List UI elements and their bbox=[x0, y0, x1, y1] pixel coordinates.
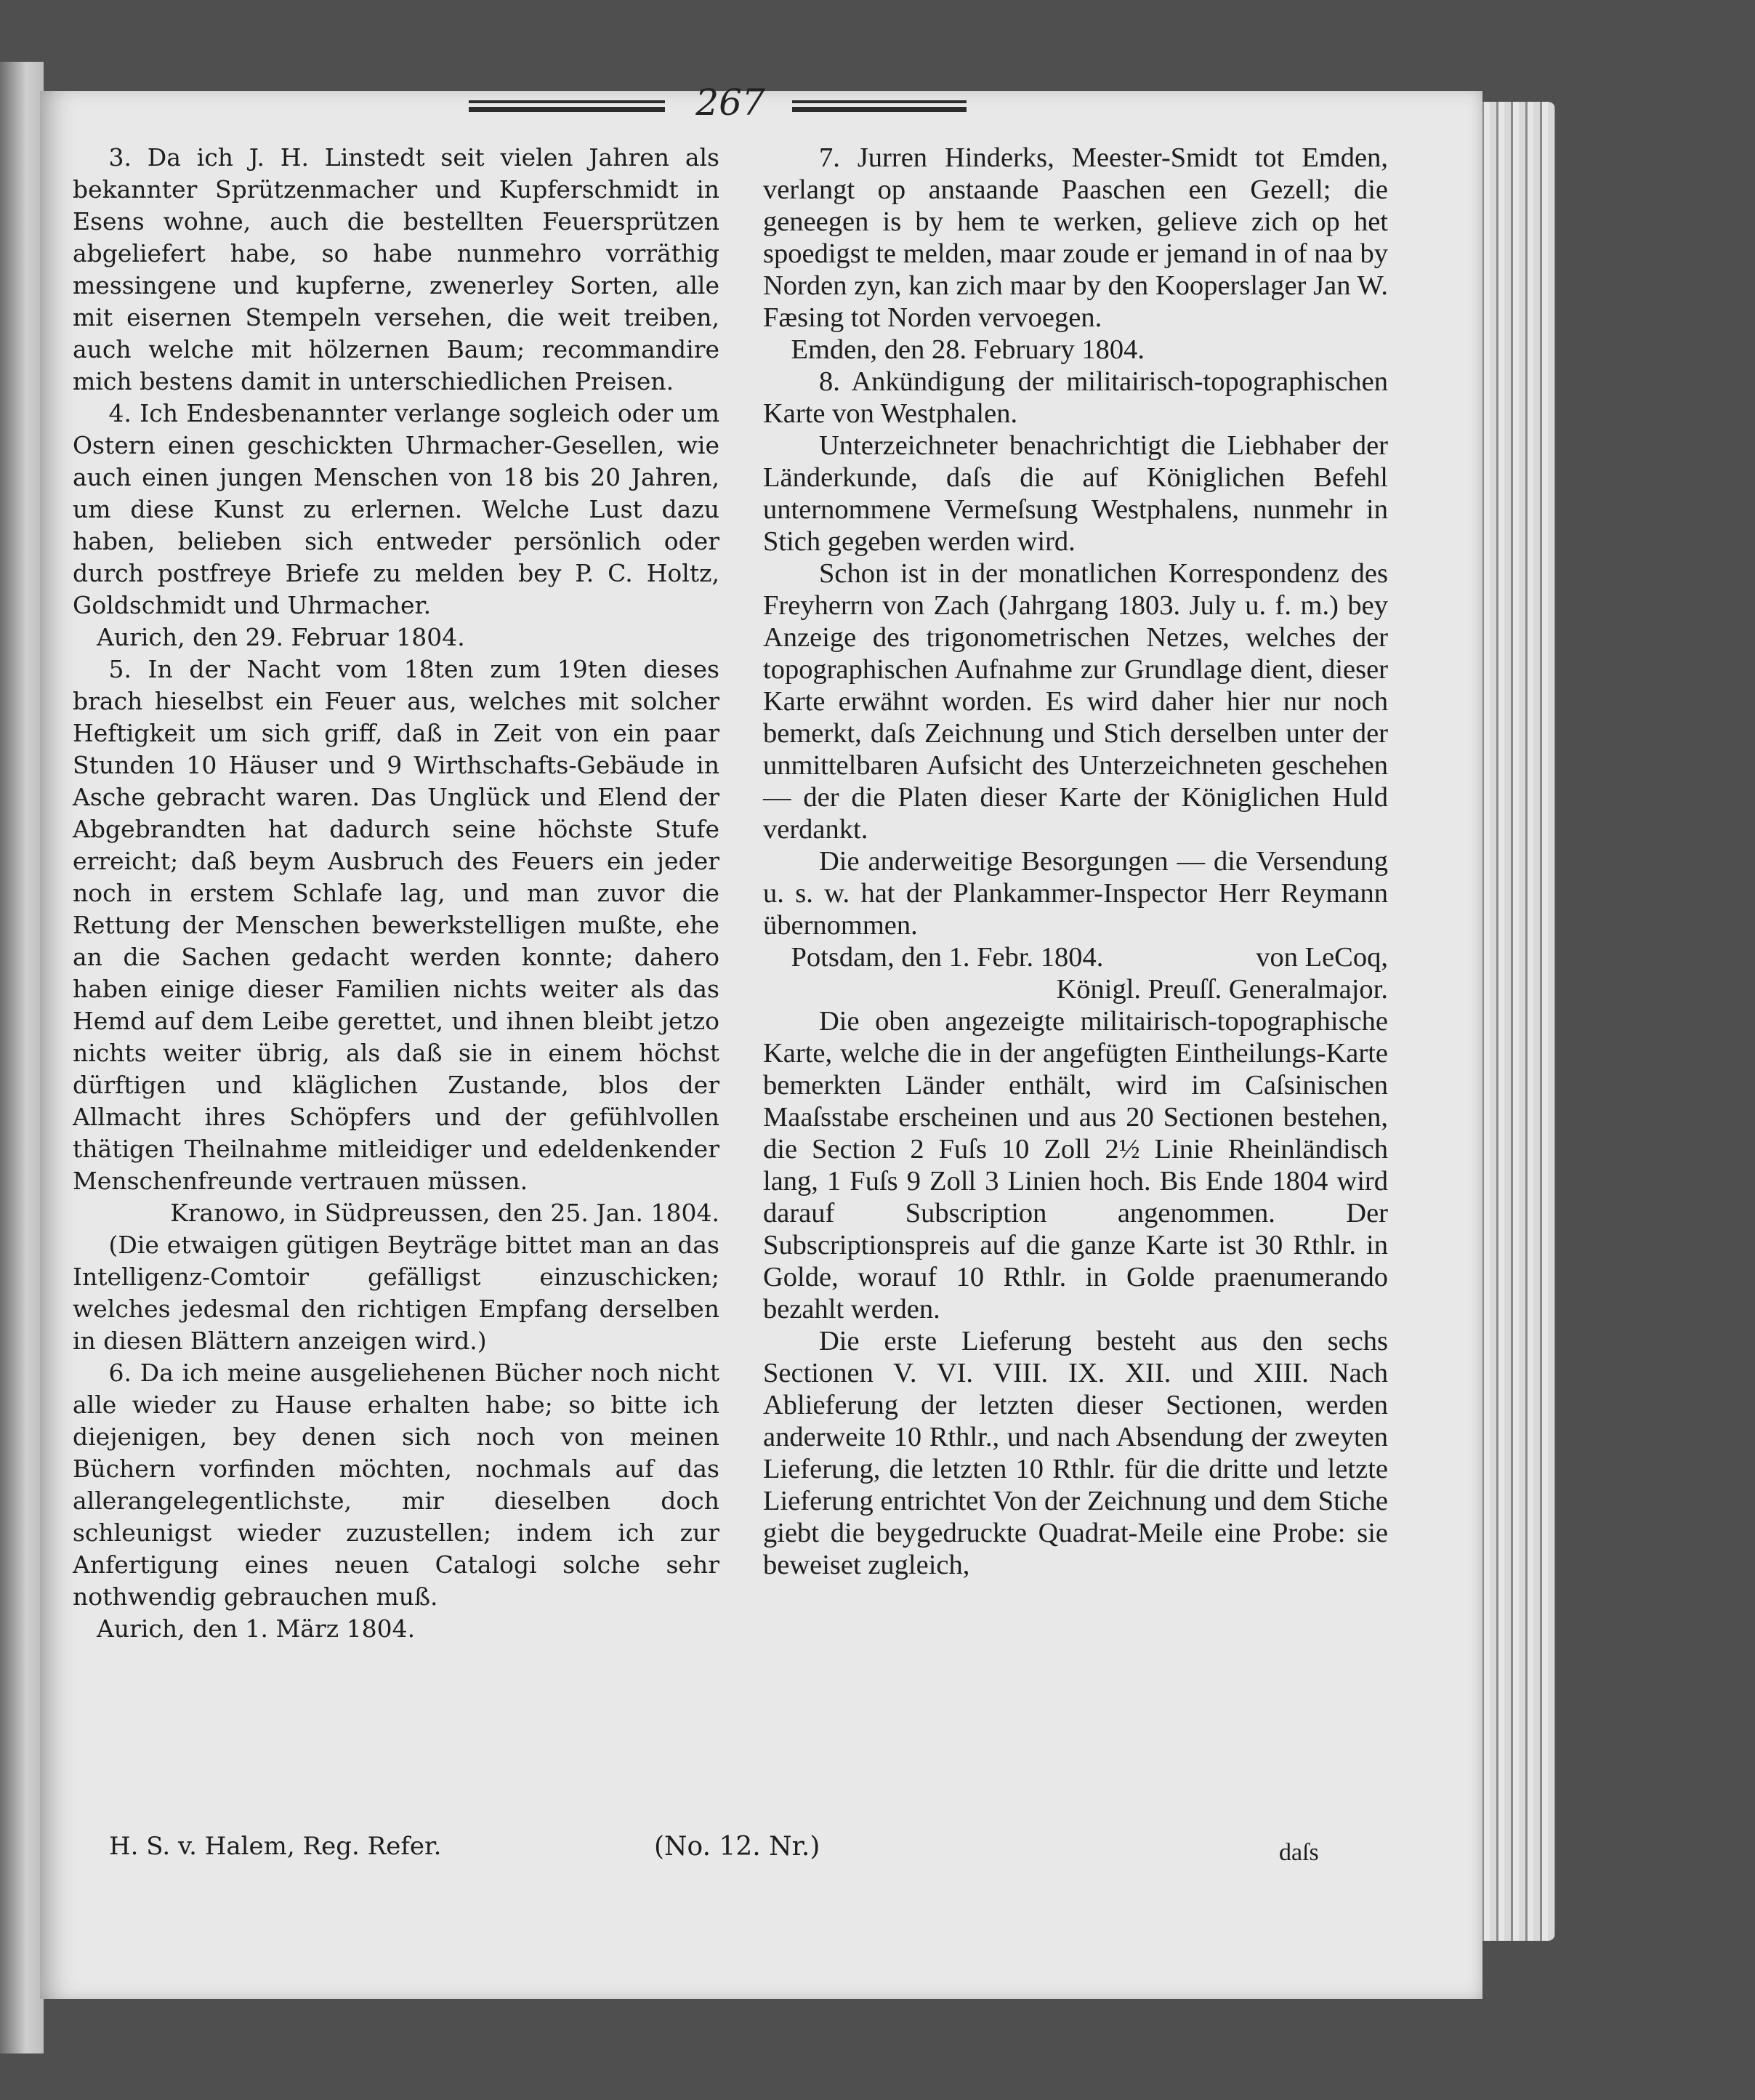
contribution-note: (Die etwaigen gütigen Beyträge bittet man an das Intelligenz-Comtoir gefälligst einzuschicken; welches jedesmal den richtigen Empfang derselben in diesen Blättern anzeigen wird.) bbox=[73, 1231, 719, 1355]
notice-4: 4. Ich Endesbenannter verlange sogleich oder um Ostern einen geschickten Uhrmacher-Gesellen, wie auch einen jungen Menschen von 18 bis 20 Jahren, um diese Kunst zu erlernen. Welche Lust dazu haben, belieben sich entweder persönlich oder durch postfreye Briefe zu melden bey P. C. Holtz, Goldschmidt und Uhrmacher. bbox=[73, 399, 719, 619]
signature-row bbox=[763, 941, 1388, 973]
footer-signature: H. S. v. Halem, Reg. Refer. bbox=[109, 1832, 442, 1861]
signature-place-date: Potsdam, den 1. Febr. 1804. bbox=[791, 942, 1104, 973]
notice-7: 7. Jurren Hinderks, Meester-Smidt tot Emden, verlangt op anstaande Paaschen een Gezell; die geneegen is by hem te werken, gelieve zich op het spoedigst te melden, maar zoude er jemand in of naa by Norden zyn, kan zich maar by den Kooperslager Jan W. Fæsing tot Norden vervoegen. bbox=[763, 142, 1388, 333]
delivery-paragraph: Die erste Lieferung besteht aus den sechs Sectionen V. VI. VIII. IX. XII. und XIII. Nach Ablieferung der letzten dieser Sectionen, werden anderweite 10 Rthlr., und nach Absendung der zweyten Lieferung, die letzten 10 Rthlr. für die dritte und letzte Lieferung entrichtet Von der Zeichnung und dem Stiche giebt die beygedruckte Quadrat-Meile eine Probe: sie beweiset zugleich, bbox=[763, 1326, 1388, 1580]
notice-5: 5. In der Nacht vom 18ten zum 19ten dieses brach hieselbst ein Feuer aus, welches mit solcher Heftigkeit um sich griff, daß in Zeit von ein paar Stunden 10 Häuser und 9 Wirthschafts-Gebäude in Asche gebracht waren. Das Unglück und Elend der Abgebrandten hat dadurch seine höchste Stufe erreicht; daß beym Ausbruch des Feuers ein jeder noch in erstem Schlafe lag, und man zuvor die Rettung der Menschen bewerkstelligen mußte, ehe an die Sachen gedacht werden konnte; dahero haben einige dieser Familien nichts weiter als das Hemd auf dem Leibe gerettet, und ihnen bleibt jetzo nichts weiter übrig, als daß sie in einem höchst dürftigen und kläglichen Zustande, blos der Allmacht ihres Schöpfers und der gefühlvollen thätigen Theilnahme mitleidiger und edeldenkender Menschenfreunde vertrauen müssen. bbox=[73, 655, 719, 1195]
notice-3: 3. Da ich J. H. Linstedt seit vielen Jahren als bekannter Sprützenmacher und Kupferschmidt in Esens wohne, auch die bestellten Feuersprützen abgeliefert habe, so habe nunmehro vorräthig messingene und kupferne, zwenerley Sorten, alle mit eisernen Stempeln versehen, die weit treiben, auch welche mit hölzernen Baum; recommandire mich bestens damit in unterschiedlichen Preisen. bbox=[73, 143, 719, 395]
announcement-paragraph-1: Unterzeichneter benachrichtigt die Liebhaber der Länderkunde, daſs die auf Königlichen Befehl unternommene Vermeſsung Westphalens, nunmehr in Stich gegeben werden wird. bbox=[763, 430, 1388, 557]
dateline-aurich-feb: Aurich, den 29. Februar 1804. bbox=[97, 623, 465, 651]
signature-name: von LeCoq, bbox=[1256, 942, 1388, 973]
subscription-paragraph: Die oben angezeigte militairisch-topographische Karte, welche die in der angefügten Eintheilungs-Karte bemerkten Länder enthält, wird im Caſsinischen Maaſsstabe erscheinen und aus 20 Sectionen bestehen, die Section 2 Fuſs 10 Zoll 2½ Linie Rheinländisch lang, 1 Fuſs 9 Zoll 3 Linien hoch. Bis Ende 1804 wird darauf Subscription angenommen. Der Subscriptionspreis auf die ganze Karte ist 30 Rthlr. in Golde, worauf 10 Rthlr. in Golde praenumerando bezahlt werden. bbox=[763, 1006, 1388, 1324]
page-number: 267 bbox=[695, 81, 765, 124]
dateline-emden: Emden, den 28. February 1804. bbox=[791, 334, 1145, 365]
signature-title: Königl. Preuſſ. Generalmajor. bbox=[1056, 974, 1388, 1005]
notice-8-heading: 8. Ankündigung der militairisch-topographischen Karte von Westphalen. bbox=[763, 366, 1388, 429]
dateline-aurich-march: Aurich, den 1. März 1804. bbox=[97, 1614, 416, 1643]
footer-catchword: daſs bbox=[1279, 1839, 1319, 1866]
notice-6: 6. Da ich meine ausgeliehenen Bücher noch nicht alle wieder zu Hause erhalten habe; so bitte ich diejenigen, bey denen sich noch von meinen Büchern vorfinden möchten, nochmals auf das allerangelegentlichste, mir dieselben doch schleunigst wieder zuzustellen; indem ich zur Anfertigung eines neuen Catalogi solche sehr nothwendig gebrauchen muß. bbox=[73, 1359, 719, 1611]
book-left-edge bbox=[0, 62, 44, 2053]
announcement-paragraph-2: Schon ist in der monatlichen Korrespondenz des Freyherrn von Zach (Jahrgang 1803. July u. f. m.) bey Anzeige des trigonometrischen Netzes, welches der topographischen Aufnahme zur Grundlage dient, dieser Karte erwähnt worden. Es wird daher hier nur noch bemerkt, daſs Zeichnung und Stich derselben unter der unmittelbaren Aufsicht des Unterzeichneten geschehen — der die Platen dieser Karte der Königlichen Huld verdankt. bbox=[763, 558, 1388, 845]
left-column bbox=[73, 142, 719, 1645]
announcement-paragraph-3: Die anderweitige Besorgungen — die Versendung u. s. w. hat der Plankammer-Inspector Herr Reymann übernommen. bbox=[763, 846, 1388, 941]
right-column bbox=[763, 142, 1388, 1581]
footer-issue-number: (No. 12. Nr.) bbox=[654, 1832, 820, 1862]
dateline-kranowo: Kranowo, in Südpreussen, den 25. Jan. 1804. bbox=[170, 1199, 719, 1227]
